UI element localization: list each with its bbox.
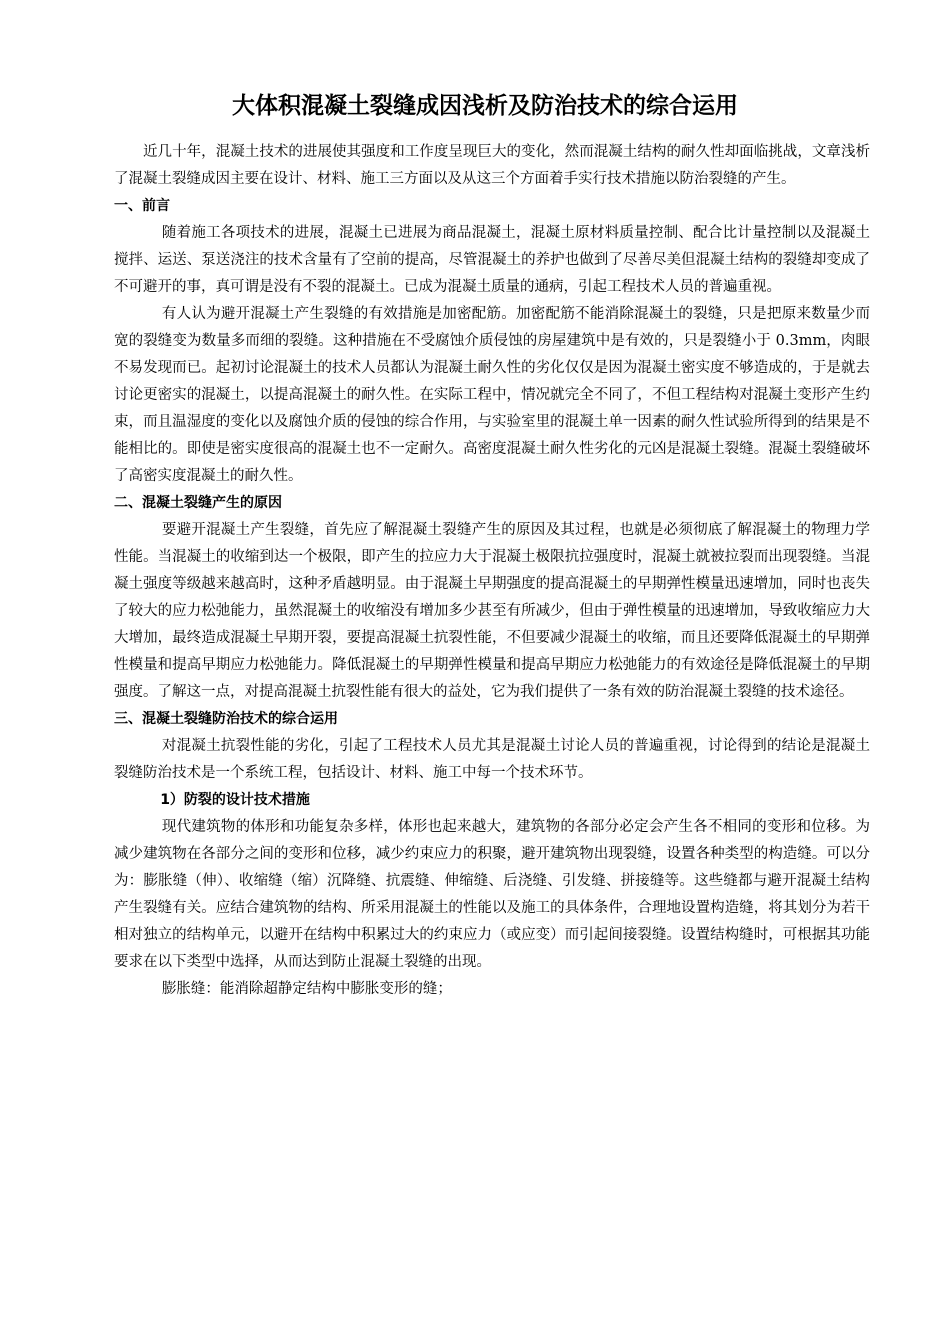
section-heading-2: 二、混凝土裂缝产生的原因 — [114, 495, 282, 511]
document-body — [114, 139, 870, 1003]
section-2-paragraph-1: 要避开混凝土产生裂缝，首先应了解混凝土裂缝产生的原因及其过程，也就是必须彻底了解混凝土的物理力学性能。当混凝土的收缩到达一个极限，即产生的拉应力大于混凝土极限抗拉强度时，混凝土就被拉裂而出现裂缝。当混凝土强度等级越来越高时，这种矛盾越明显。由于混凝土早期强度的提高混凝土的早期弹性模量迅速增加，同时也丧失了较大的应力松弛能力，虽然混凝土的收缩没有增加多少甚至有所减少，但由于弹性模量的迅速增加，导致收缩应力大大增加，最终造成混凝土早期开裂，要提高混凝土抗裂性能，不但要减少混凝土的收缩，而且还要降低混凝土的早期弹性模量和提高早期应力松弛能力。降低混凝土的早期弹性模量和提高早期应力松弛能力的有效途径是降低混凝土的早期强度。了解这一点，对提高混凝土抗裂性能有很大的益处，它为我们提供了一条有效的防治混凝土裂缝的技术途径。 — [114, 522, 870, 700]
abstract-paragraph: 近几十年，混凝土技术的进展使其强度和工作度呈现巨大的变化，然而混凝土结构的耐久性却面临挑战，文章浅析了混凝土裂缝成因主要在设计、材料、施工三方面以及从这三个方面着手实行技术措施以防治裂缝的产生。 — [114, 144, 870, 187]
section-1-paragraph-2: 有人认为避开混凝土产生裂缝的有效措施是加密配筋。加密配筋不能消除混凝土的裂缝，只是把原来数量少而宽的裂缝变为数量多而细的裂缝。这种措施在不受腐蚀介质侵蚀的房屋建筑中是有效的，只是裂缝小于 0.3mm，肉眼不易发现而已。起初讨论混凝土的技术人员都认为混凝土耐久性的劣化仅仅是因为混凝土密实度不够造成的，于是就去讨论更密实的混凝土，以提高混凝土的耐久性。在实际工程中，情况就完全不同了，不但工程结构对混凝土变形产生约束，而且温湿度的变化以及腐蚀介质的侵蚀的综合作用，与实验室里的混凝土单一因素的耐久性试验所得到的结果是不能相比的。即使是密实度很高的混凝土也不一定耐久。高密度混凝土耐久性劣化的元凶是混凝土裂缝。混凝土裂缝破坏了高密实度混凝土的耐久性。 — [114, 306, 870, 484]
document-title: 大体积混凝土裂缝成因浅析及防治技术的综合运用 — [232, 93, 738, 119]
section-3-sub-paragraph-2: 膨胀缝：能消除超静定结构中膨胀变形的缝； — [161, 981, 452, 997]
section-heading-3: 三、混凝土裂缝防治技术的综合运用 — [114, 711, 338, 727]
occluding-overlay-top — [730, 1012, 876, 1032]
section-3-subheading-1: 1）防裂的设计技术措施 — [160, 792, 310, 808]
section-3-paragraph-1: 对混凝土抗裂性能的劣化，引起了工程技术人员尤其是混凝土讨论人员的普遍重视，讨论得到的结论是混凝土裂缝防治技术是一个系统工程，包括设计、材料、施工中每一个技术环节。 — [114, 738, 870, 781]
occluding-overlay — [706, 1030, 876, 1112]
section-heading-1: 一、前言 — [114, 198, 170, 214]
section-3-sub-paragraph-1: 现代建筑物的体形和功能复杂多样，体形也起来越大，建筑物的各部分必定会产生各不相同的变形和位移。为减少建筑物在各部分之间的变形和位移，减少约束应力的积聚，避开建筑物出现裂缝，设置各种类型的构造缝。可以分为：膨胀缝（伸）、收缩缝（缩）沉降缝、抗震缝、伸缩缝、后浇缝、引发缝、拼接缝等。这些缝都与避开混凝土结构产生裂缝有关。应结合建筑物的结构、所采用混凝土的性能以及施工的具体条件，合理地设置构造缝，将其划分为若干相对独立的结构单元，以避开在结构中积累过大的约束应力（或应变）而引起间接裂缝。设置结构缝时，可根据其功能要求在以下类型中选择，从而达到防止混凝土裂缝的出现。 — [114, 819, 870, 970]
section-1-paragraph-1: 随着施工各项技术的进展，混凝土已进展为商品混凝土，混凝土原材料质量控制、配合比计量控制以及混凝土搅拌、运送、泵送浇注的技术含量有了空前的提高，尽管混凝土的养护也做到了尽善尽美但混凝土结构的裂缝却变成了不可避开的事，真可谓是没有不裂的混凝土。已成为混凝土质量的通病，引起工程技术人员的普遍重视。 — [114, 225, 870, 295]
